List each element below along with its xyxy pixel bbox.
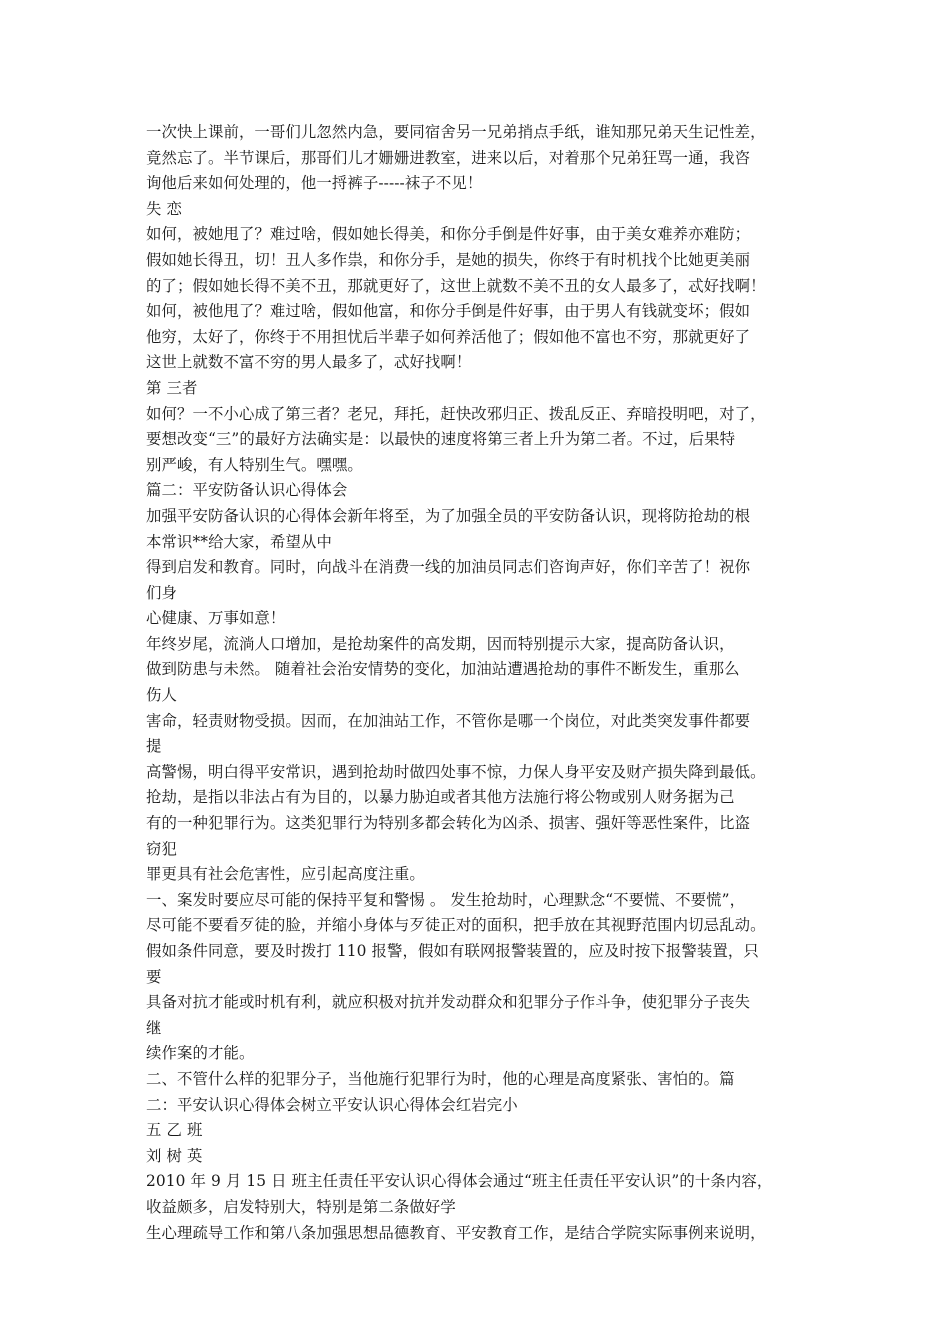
document-page xyxy=(146,120,826,1246)
text-line: 们身 xyxy=(146,583,177,602)
text-line: 如何？一不小心成了第三者？老兄，拜托，赶快改邪归正、拨乱反正、弃暗投明吧，对了， xyxy=(146,404,766,423)
text-line: 的了；假如她长得不美不丑，那就更好了，这世上就数不美不丑的女人最多了，忒好找啊！ xyxy=(146,276,766,295)
text-line: 窃犯 xyxy=(146,839,177,858)
text-line: 二、不管什么样的犯罪分子，当他施行犯罪行为时，他的心理是高度紧张、害怕的。篇 xyxy=(146,1069,735,1088)
text-line: 二：平安认识心得体会树立平安认识心得体会红岩完小 xyxy=(146,1095,518,1114)
text-line: 提 xyxy=(146,737,162,756)
text-line: 假如条件同意，要及时拨打 110 报警，假如有联网报警装置的，应及时按下报警装置，只 xyxy=(146,942,759,960)
text-line: 续作案的才能。 xyxy=(146,1044,255,1063)
text-line: 竟然忘了。半节课后，那哥们儿才姗姗进教室，进来以后，对着那个兄弟狂骂一通，我咨 xyxy=(146,148,751,167)
text-line: 刘 树 英 xyxy=(146,1146,203,1165)
text-line: 收益颇多，启发特别大，特别是第二条做好学 xyxy=(146,1197,456,1216)
section-heading: 失 恋 xyxy=(146,199,182,218)
text-line: 五 乙 班 xyxy=(146,1121,203,1140)
text-line: 年终岁尾，流淌人口增加，是抢劫案件的高发期，因而特别提示大家，提高防备认识， xyxy=(146,634,735,653)
text-line: 心健康、万事如意！ xyxy=(146,609,286,628)
text-line: 如何，被她甩了？难过啥，假如她长得美，和你分手倒是件好事，由于美女难养亦难防； xyxy=(146,225,751,244)
text-line: 要 xyxy=(146,967,162,986)
text-line: 别严峻，有人特别生气。嘿嘿。 xyxy=(146,455,363,474)
text-line: 如何，被他甩了？难过啥，假如他富，和你分手倒是件好事，由于男人有钱就变坏；假如 xyxy=(146,302,751,321)
text-line: 害命，轻责财物受损。因而，在加油站工作，不管你是哪一个岗位，对此类突发事件都要 xyxy=(146,711,751,730)
text-line: 具备对抗才能或时机有利，就应积极对抗并发动群众和犯罪分子作斗争，使犯罪分子丧失 xyxy=(146,993,751,1012)
text-line: 得到启发和教育。同时，向战斗在消费一线的加油员同志们咨询声好，你们辛苦了！祝你 xyxy=(146,558,751,577)
text-line: 2010 年 9 月 15 日 班主任责任平安认识心得体会通过“班主任责任平安认识”的十条内容， xyxy=(146,1172,773,1191)
section-heading: 第 三者 xyxy=(146,378,198,397)
text-line: 假如她长得丑，切！丑人多作祟，和你分手，是她的损失，你终于有时机找个比她更美丽 xyxy=(146,250,751,269)
section-heading: 篇二：平安防备认识心得体会 xyxy=(146,481,348,500)
text-line: 一次快上课前，一哥们儿忽然内急，要同宿舍另一兄弟捎点手纸，谁知那兄弟天生记性差， xyxy=(146,123,766,141)
text-line: 加强平安防备认识的心得体会新年将至，为了加强全员的平安防备认识，现将防抢劫的根 xyxy=(146,506,751,525)
text-line: 要想改变“三”的最好方法确实是：以最快的速度将第三者上升为第二者。不过，后果特 xyxy=(146,430,736,449)
text-line: 一、案发时要应尽可能的保持平复和警惕 。 发生抢劫时，心理默念“不要慌、不要慌”， xyxy=(146,890,746,909)
text-line: 继 xyxy=(146,1018,162,1037)
text-line: 询他后来如何处理的，他一捋裤子-----袜子不见！ xyxy=(146,174,483,193)
text-line: 抢劫，是指以非法占有为目的，以暴力胁迫或者其他方法施行将公物或别人财务据为己 xyxy=(146,788,735,807)
text-line: 尽可能不要看歹徒的脸，并缩小身体与歹徒正对的面积，把手放在其视野范围内切忌乱动。 xyxy=(146,916,766,935)
text-line: 伤人 xyxy=(146,686,177,705)
text-line: 这世上就数不富不穷的男人最多了，忒好找啊！ xyxy=(146,353,472,372)
text-line: 生心理疏导工作和第八条加强思想品德教育、平安教育工作，是结合学院实际事例来说明， xyxy=(146,1223,766,1242)
text-line: 有的一种犯罪行为。这类犯罪行为特别多都会转化为凶杀、损害、强奸等恶性案件，比盗 xyxy=(146,814,751,833)
text-line: 他穷，太好了，你终于不用担忧后半辈子如何养活他了；假如他不富也不穷，那就更好了 xyxy=(146,327,751,346)
text-line: 高警惕，明白得平安常识，遇到抢劫时做四处事不惊，力保人身平安及财产损失降到最低。 xyxy=(146,762,766,781)
text-line: 本常识**给大家，希望从中 xyxy=(146,532,332,551)
text-line: 做到防患与未然。 随着社会治安情势的变化，加油站遭遇抢劫的事件不断发生，重那么 xyxy=(146,660,740,679)
text-line: 罪更具有社会危害性，应引起高度注重。 xyxy=(146,865,425,884)
